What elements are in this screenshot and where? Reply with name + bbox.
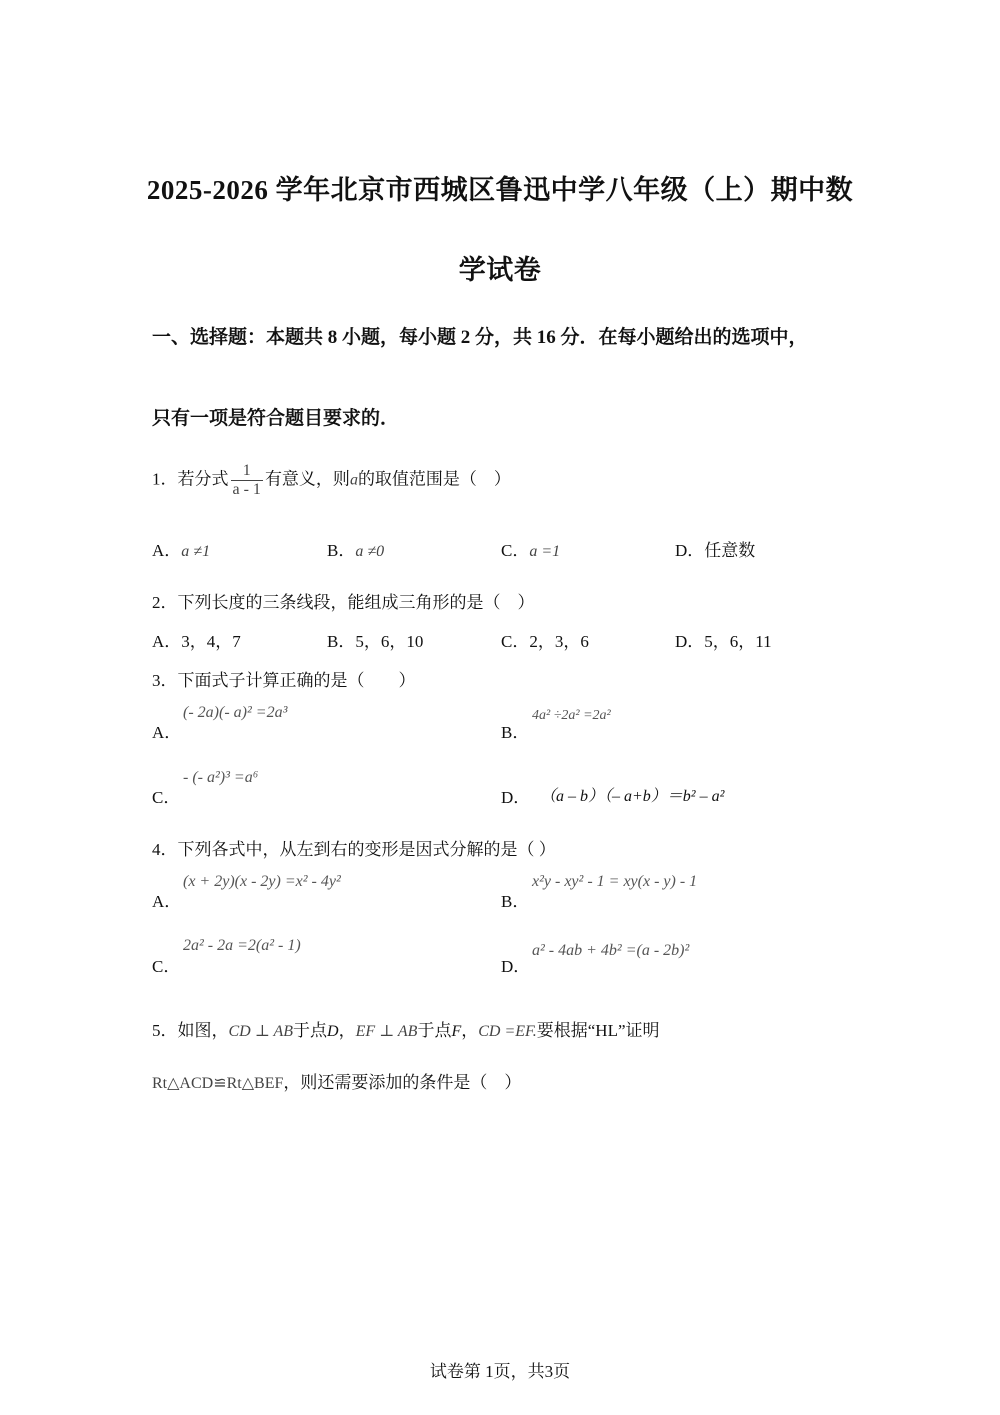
exam-title-line1: 2025-2026 学年北京市西城区鲁迅中学八年级（上）期中数: [146, 175, 854, 205]
q5-math: CD ⊥ AB: [228, 1023, 294, 1040]
q2-option-b: B．5，6，10: [327, 632, 424, 651]
q5-text: ，: [338, 1021, 356, 1040]
question-3: 3．下面式子计算正确的是（ ）: [152, 671, 416, 690]
option-label: B．: [327, 541, 356, 560]
question-5-line1: [152, 1016, 660, 1041]
q1-option-d: [675, 536, 755, 561]
option-label: D．: [675, 541, 705, 560]
question-1-mid: 有意义，则: [264, 469, 350, 489]
option-label: A．: [152, 541, 182, 560]
question-1-variable: a: [349, 471, 358, 489]
question-2: 2．下列长度的三条线段，能组成三角形的是（ ）: [152, 593, 535, 612]
q5-math: EF ⊥ AB: [355, 1023, 418, 1040]
question-5-line2: [152, 1068, 521, 1093]
q5-text: 于点: [417, 1021, 452, 1040]
q2-option-c: C．2，3，6: [501, 632, 589, 651]
q4-option-d-label: D．: [501, 957, 531, 976]
q5-text: 于点: [293, 1021, 328, 1040]
option-math: a ≠0: [355, 543, 385, 560]
question-4: 4．下列各式中，从左到右的变形是因式分解的是（ ）: [152, 840, 556, 859]
q5-math: D: [327, 1023, 339, 1040]
q2-option-d: D．5，6，11: [675, 632, 772, 651]
q5-congruence-math: Rt△ACD≌Rt△BEF: [152, 1075, 284, 1092]
option-label: C．: [501, 541, 530, 560]
question-1-prefix: 1．若分式: [152, 469, 229, 489]
page-footer: 试卷第 1页，共3页: [429, 1362, 571, 1381]
q5-text: ，则还需要添加的条件是（ ）: [283, 1073, 522, 1092]
option-math: a =1: [529, 543, 561, 560]
q5-text: 5．如图，: [152, 1021, 229, 1040]
section-heading-line1: 一、选择题：本题共 8 小题，每小题 2 分，共 16 分．在每小题给出的选项中，: [152, 327, 808, 348]
q4-option-d-math: a² - 4ab + 4b² =(a - 2b)²: [532, 942, 690, 959]
q3-option-a-math: (- 2a)(- a)² =2a³: [183, 704, 288, 721]
question-1-fraction: [231, 462, 263, 499]
question-1: [152, 462, 511, 499]
q5-math: F: [451, 1023, 462, 1040]
q4-option-b-math: x²y - xy² - 1 = xy(x - y) - 1: [532, 873, 698, 890]
q3-option-c-math: - (- a²)³ =a⁶: [183, 769, 259, 786]
q1-option-a: [152, 536, 210, 561]
q3-option-d-math: （a – b）（– a+b）＝b² – a²: [540, 788, 725, 805]
fraction-denominator: a - 1: [232, 481, 261, 498]
fraction-numerator: 1: [242, 462, 251, 479]
q4-option-a-math: (x + 2y)(x - 2y) =x² - 4y²: [183, 873, 341, 890]
q3-option-a-label: A．: [152, 723, 182, 742]
q2-option-a: A．3，4，7: [152, 632, 241, 651]
section-heading-line2: 只有一项是符合题目要求的．: [152, 408, 400, 429]
q3-option-b-label: B．: [501, 723, 530, 742]
question-1-suffix: 的取值范围是（ ）: [357, 469, 511, 489]
exam-title-line2: 学试卷: [458, 255, 542, 285]
option-math: a ≠1: [181, 543, 211, 560]
q5-text: 要根据“HL”证明: [536, 1021, 660, 1040]
q1-option-c: [501, 536, 560, 561]
q3-option-c-label: C．: [152, 788, 181, 807]
q3-option-b-math: 4a² ÷2a² =2a²: [532, 708, 611, 723]
q1-option-b: [327, 536, 384, 561]
q3-option-d-label: D．: [501, 788, 531, 807]
q4-option-c-math: 2a² - 2a =2(a² - 1): [183, 937, 301, 954]
q4-option-b-label: B．: [501, 892, 530, 911]
q4-option-a-label: A．: [152, 892, 182, 911]
q5-text: ，: [461, 1021, 479, 1040]
option-text: 任意数: [704, 541, 756, 560]
q5-math: CD =EF.: [478, 1023, 537, 1040]
q4-option-c-label: C．: [152, 957, 181, 976]
